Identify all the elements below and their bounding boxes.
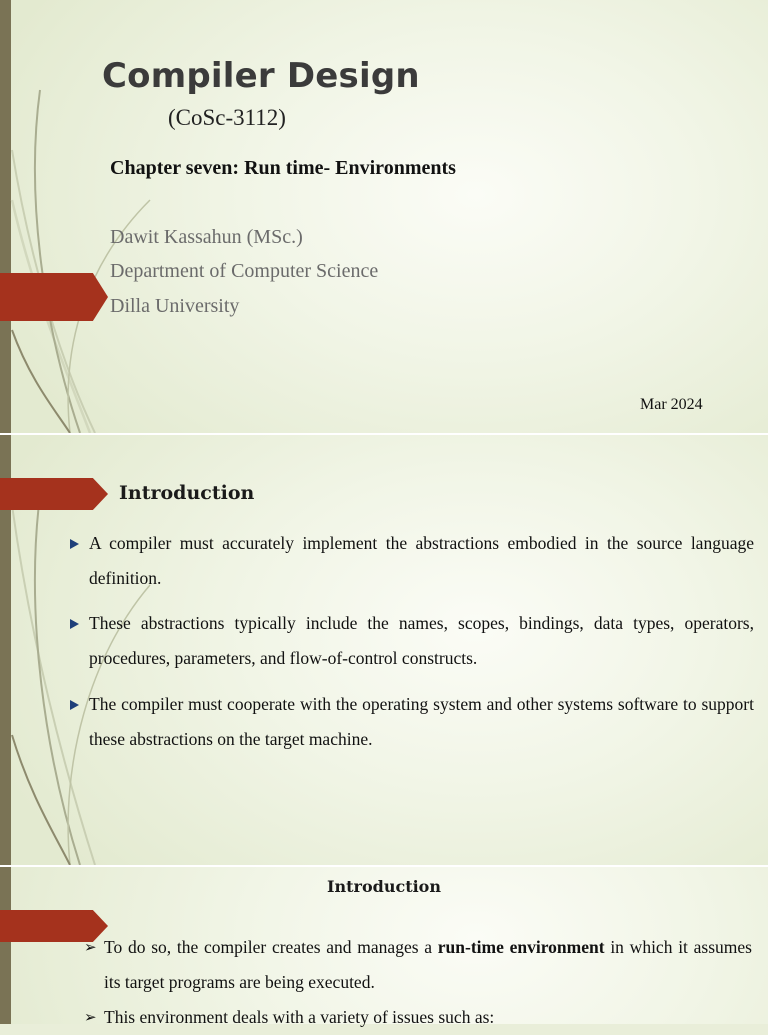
bullet-text-bold: run-time environment <box>437 937 605 957</box>
course-code: (CoSc-3112) <box>168 105 286 130</box>
bullet-text-prefix: To do so, the compiler creates and manages a <box>104 937 438 957</box>
bullet-marker-icon <box>70 539 79 549</box>
bullet-text: A compiler must accurately implement the abstractions embodied in the source language definition. <box>89 533 754 588</box>
accent-tab <box>0 478 108 510</box>
slide-heading: Introduction <box>119 482 255 504</box>
bullet-text: The compiler must cooperate with the operating system and other systems software to support these abstractions on the target machine. <box>89 694 754 749</box>
bullet-text: This environment deals with a variety of issues such as: <box>104 1007 495 1027</box>
bullet-marker-icon <box>70 700 79 710</box>
chapter-title: Chapter seven: Run time- Environments <box>110 157 456 179</box>
accent-tab <box>0 273 108 321</box>
arrow-bullet-icon: ➢ <box>84 1008 97 1026</box>
university-name: Dilla University <box>110 295 240 317</box>
bullet-text: These abstractions typically include the names, scopes, bindings, data types, operators, procedures, parameters, and flow-of-control constructs. <box>89 613 754 668</box>
department-name: Department of Computer Science <box>110 260 379 282</box>
author-name: Dawit Kassahun (MSc.) <box>110 226 303 248</box>
bullet-text <box>104 930 752 1000</box>
presentation-date: Mar 2024 <box>640 396 703 413</box>
slide-heading: Introduction <box>327 877 441 896</box>
title-slide <box>0 0 768 433</box>
bullet-text-suffix: in which it assumes its target programs are being executed. <box>104 937 752 992</box>
slide-title: Compiler Design <box>102 56 420 96</box>
arrow-bullet-icon: ➢ <box>84 938 97 956</box>
bullet-marker-icon <box>70 619 79 629</box>
